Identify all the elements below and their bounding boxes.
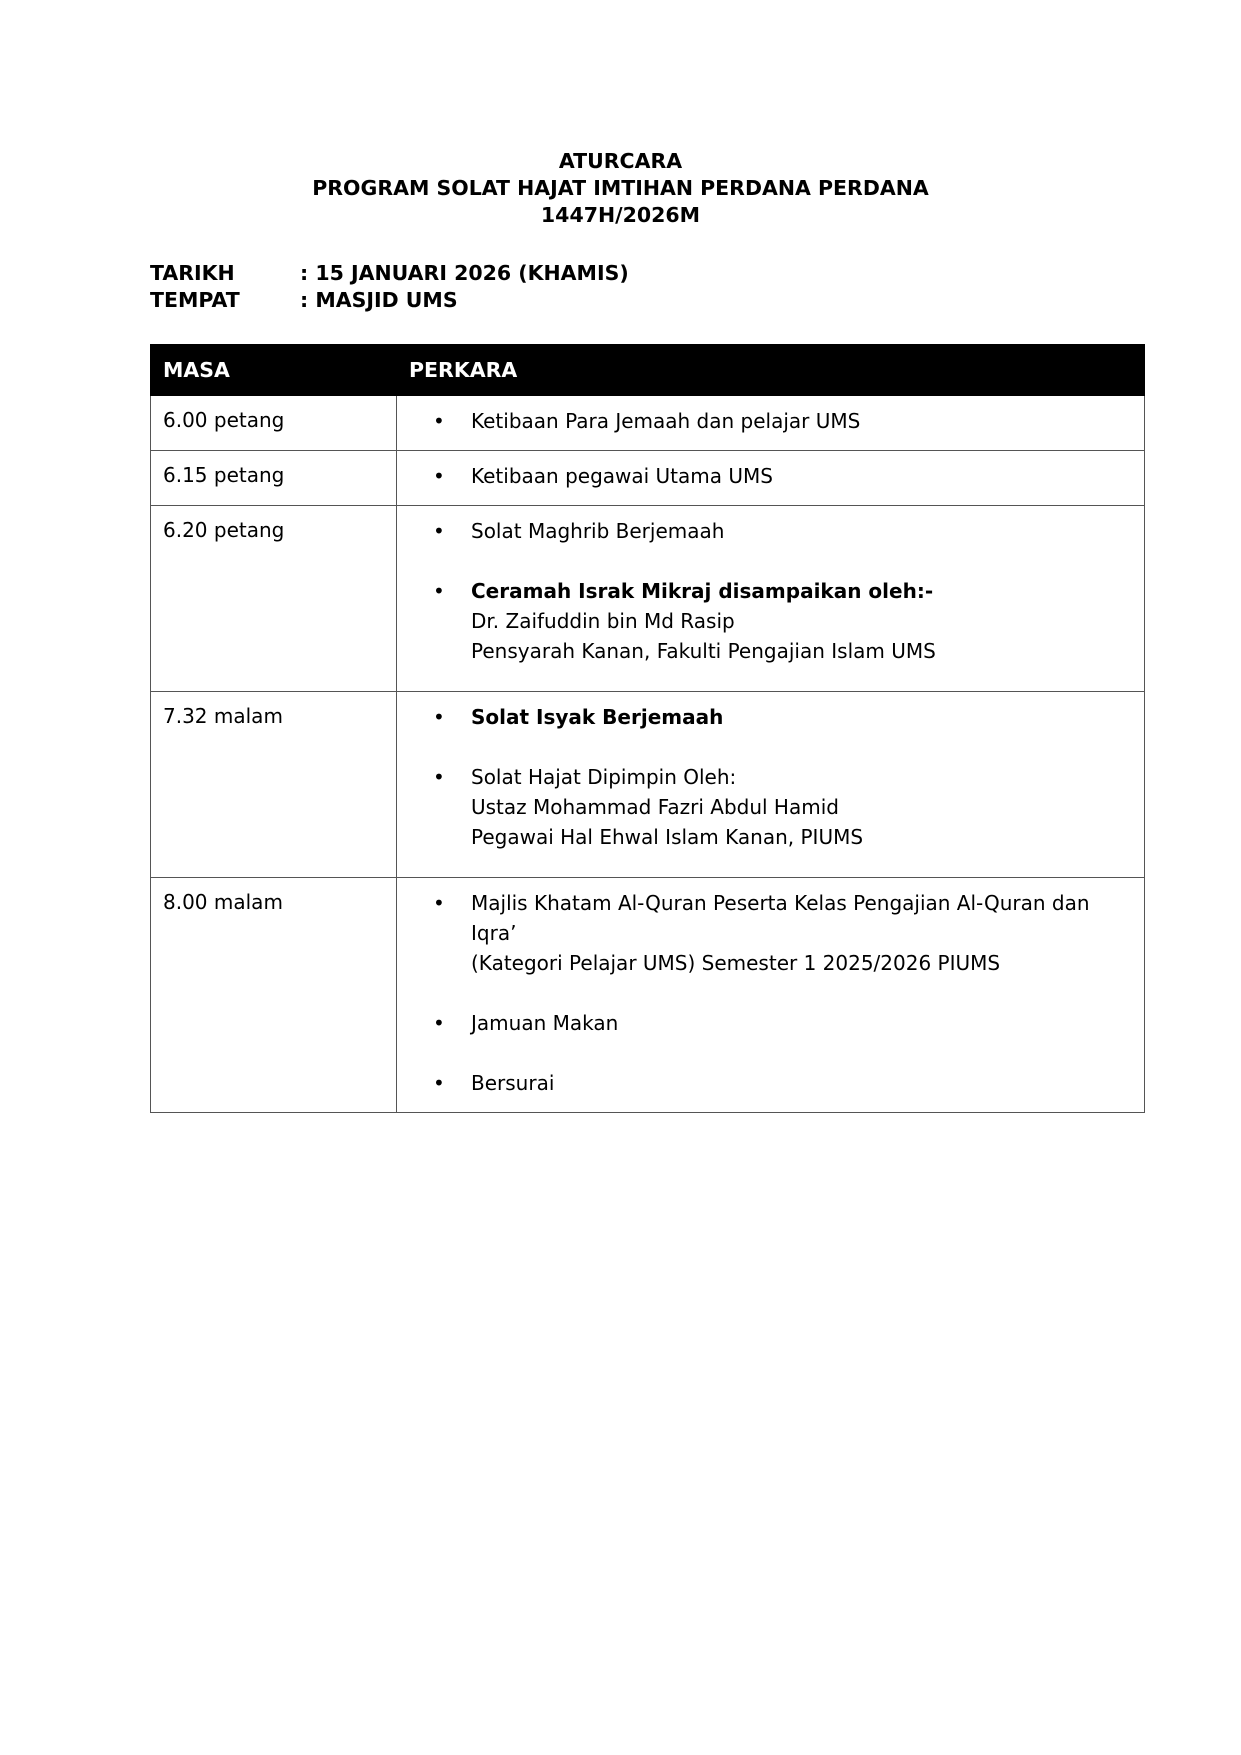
leader-position: Pegawai Hal Ehwal Islam Kanan, PIUMS <box>471 825 864 849</box>
item-text: Solat Maghrib Berjemaah <box>471 519 725 543</box>
venue-value: : MASJID UMS <box>300 288 458 312</box>
date-row <box>150 260 629 287</box>
item-text: Bersurai <box>471 1071 555 1095</box>
item-heading: Ceramah Israk Mikraj disampaikan oleh:- <box>471 579 934 603</box>
items-cell <box>397 451 1145 506</box>
time-cell <box>151 506 397 692</box>
item-text-continued: (Kategori Pelajar UMS) Semester 1 2025/2026 PIUMS <box>471 951 1001 975</box>
column-header-item: PERKARA <box>397 345 1145 396</box>
items-cell <box>397 396 1145 451</box>
item-heading: Solat Isyak Berjemaah <box>471 705 724 729</box>
bullet-icon: • <box>433 891 445 915</box>
items-cell <box>397 506 1145 692</box>
date-label: TARIKH <box>150 261 235 285</box>
list-item <box>433 762 1130 852</box>
item-text: Ketibaan Para Jemaah dan pelajar UMS <box>471 409 861 433</box>
leader-name: Ustaz Mohammad Fazri Abdul Hamid <box>471 795 839 819</box>
program-year: 1447H/2026M <box>540 203 701 227</box>
table-header-row <box>151 345 1145 396</box>
time-text: 8.00 malam <box>163 890 283 914</box>
schedule-table <box>150 344 1145 1113</box>
table-row <box>151 692 1145 878</box>
speaker-position: Pensyarah Kanan, Fakulti Pengajian Islam UMS <box>471 639 936 663</box>
time-text: 6.00 petang <box>163 408 285 432</box>
program-name: PROGRAM SOLAT HAJAT IMTIHAN PERDANA PERDANA <box>312 176 929 200</box>
item-text: Ketibaan pegawai Utama UMS <box>471 464 773 488</box>
bullet-icon: • <box>433 1071 445 1095</box>
event-details <box>150 260 629 314</box>
bullet-icon: • <box>433 705 445 729</box>
speaker-name: Dr. Zaifuddin bin Md Rasip <box>471 609 735 633</box>
column-header-time: MASA <box>151 345 397 396</box>
bullet-icon: • <box>433 519 445 543</box>
bullet-icon: • <box>433 409 445 433</box>
item-text: Majlis Khatam Al-Quran Peserta Kelas Pengajian Al-Quran dan Iqra’ <box>471 891 1090 945</box>
time-text: 6.20 petang <box>163 518 285 542</box>
time-cell <box>151 878 397 1113</box>
bullet-icon: • <box>433 464 445 488</box>
list-item <box>433 461 1130 491</box>
bullet-icon: • <box>433 765 445 789</box>
table-row <box>151 506 1145 692</box>
list-item <box>433 576 1130 666</box>
list-item <box>433 702 1130 732</box>
time-text: 6.15 petang <box>163 463 285 487</box>
title-block <box>0 148 1241 229</box>
table-row <box>151 396 1145 451</box>
date-value: : 15 JANUARI 2026 (KHAMIS) <box>300 261 629 285</box>
venue-row <box>150 287 629 314</box>
time-text: 7.32 malam <box>163 704 283 728</box>
time-cell <box>151 451 397 506</box>
item-text: Solat Hajat Dipimpin Oleh: <box>471 765 737 789</box>
bullet-icon: • <box>433 1011 445 1035</box>
list-item <box>433 516 1130 546</box>
time-cell <box>151 396 397 451</box>
table-row <box>151 451 1145 506</box>
list-item <box>433 406 1130 436</box>
list-item <box>433 1008 1130 1038</box>
venue-label: TEMPAT <box>150 288 240 312</box>
time-cell <box>151 692 397 878</box>
list-item <box>433 1068 1130 1098</box>
list-item <box>433 888 1130 978</box>
document-title: ATURCARA <box>558 149 683 173</box>
bullet-icon: • <box>433 579 445 603</box>
items-cell <box>397 692 1145 878</box>
items-cell <box>397 878 1145 1113</box>
item-text: Jamuan Makan <box>471 1011 619 1035</box>
table-row <box>151 878 1145 1113</box>
